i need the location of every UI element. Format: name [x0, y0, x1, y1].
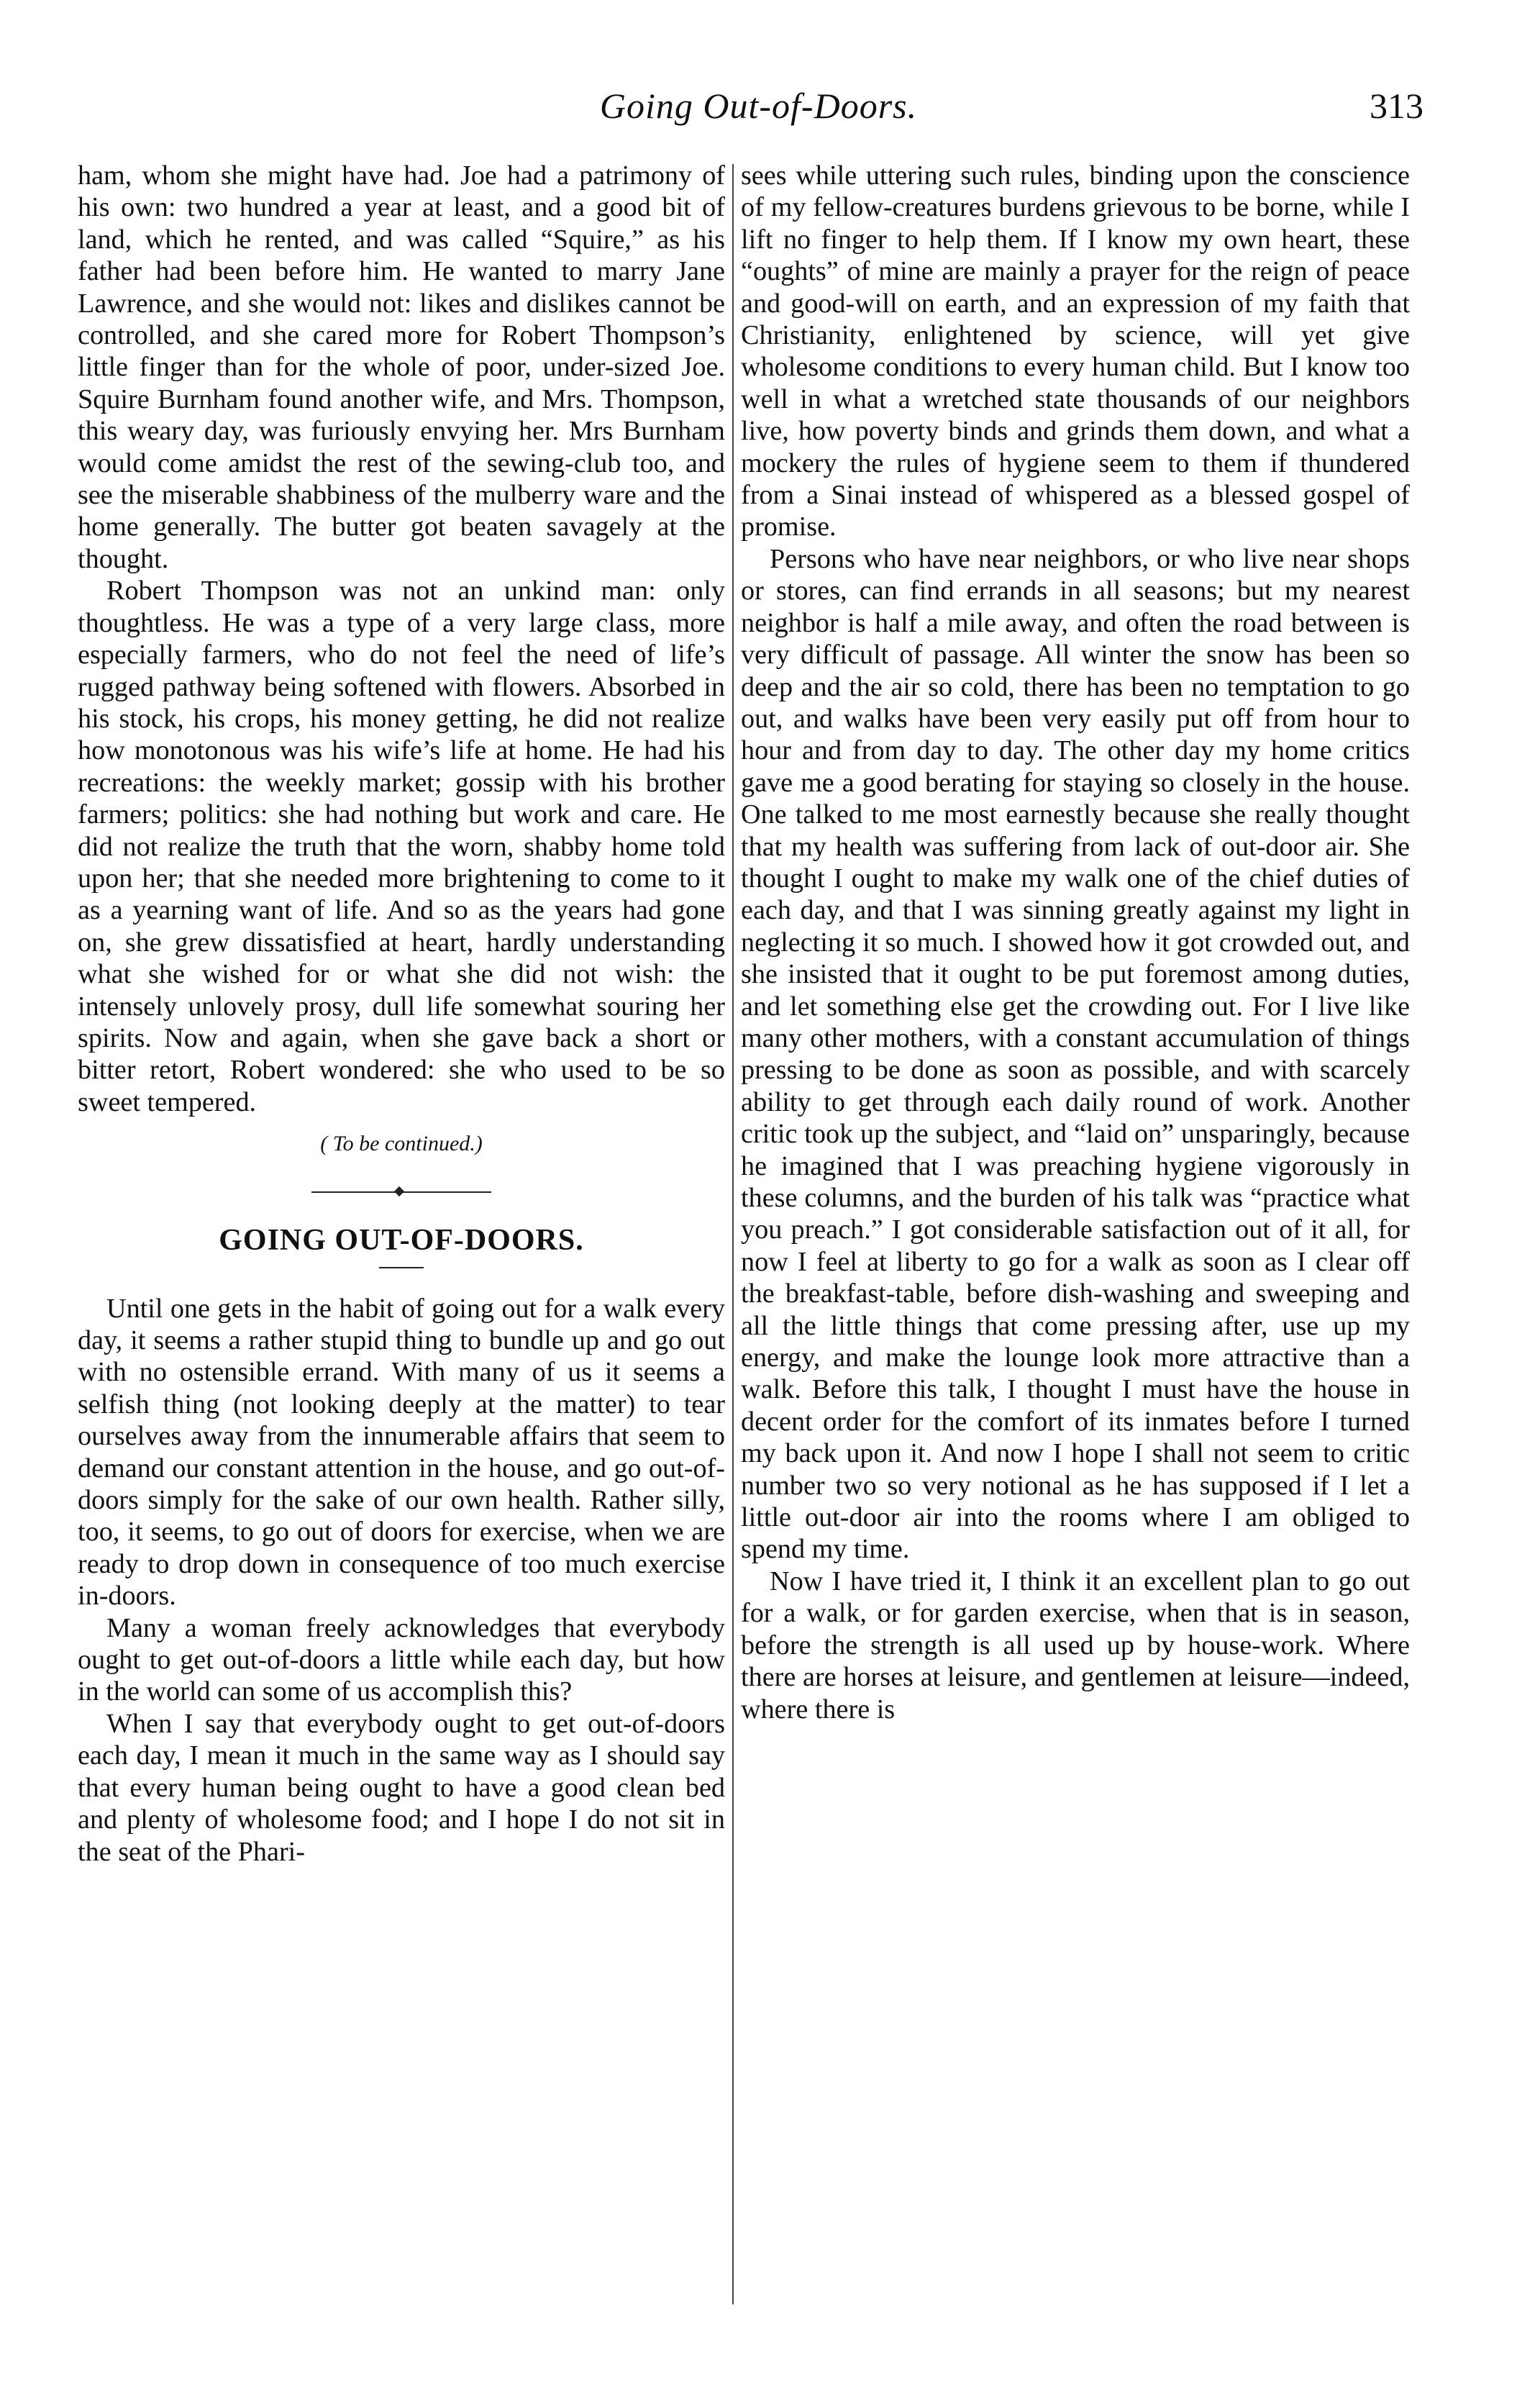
column-divider [732, 164, 734, 2304]
page-number: 313 [1370, 86, 1423, 126]
story-paragraph-2: Robert Thompson was not an unkind man: only thoughtless. He was a type of a very large class, more especially farmers, who do not feel the need of life’s rugged pathway being softened with flowers. Absorbed in his stock, his crops, his money getting, he did not realize how monotonous was his wife’s life at home. He had his recreations: the weekly market; gossip with his brother farmers; politics: she had nothing but work and care. He did not realize the truth that the worn, shabby home told upon her; that she needed more brightening to come to it as a yearning want of life. And so as the years had gone on, she grew dissatisfied at heart, hardly understanding what she wished for or what she did not wish: the intensely unlovely prosy, dull life somewhat souring her spirits. Now and again, when she gave back a short or bitter retort, Robert wondered: she who used to be so sweet tempered. [78, 576, 725, 1117]
right-paragraph-1: sees while uttering such rules, binding upon the conscience of my fellow-creatures burdens grievous to be borne, while I lift no finger to help them. If I know my own heart, these “oughts” of mine are mainly a prayer for the reign of peace and good-will on earth, and an expression of my faith that Christianity, enlightened by science, will yet give wholesome conditions to every human child. But I know too well in what a wretched state thousands of our neighbors live, how poverty binds and grinds them down, and what a mockery the rules of hygiene seem to them if thundered from a Sinai instead of whispered as a blessed gospel of promise. [741, 160, 1410, 542]
right-paragraph-3: Now I have tried it, I think it an excellent plan to go out for a walk, or for garden exercise, when that is in season, before the strength is all used up by house-work. Where there are horses at leisure, and gentlemen at leisure—indeed, where there is [741, 1566, 1410, 1725]
article-title: GOING OUT-OF-DOORS. [219, 1224, 584, 1258]
story-paragraph-1: ham, whom she might have had. Joe had a patrimony of his own: two hundred a year at least, and a good bit of land, which he rented, and was called “Squire,” as his father had been before him. He wanted to marry Jane Lawrence, and she would not: likes and dislikes cannot be controlled, and she cared more for Robert Thompson’s little finger than for the whole of poor, under-sized Joe. Squire Burnham found another wife, and Mrs. Thompson, this weary day, was furiously envying her. Mrs Burnham would come amidst the rest of the sewing-club too, and see the miserable shabbiness of the mulberry ware and the home generally. The butter got beaten savagely at the thought. [78, 160, 725, 574]
article-paragraph-3: When I say that everybody ought to get out-of-doors each day, I mean it much in the same way as I should say that every human being ought to have a good clean bed and plenty of wholesome food; and I hope I do not sit in the seat of the Phari- [78, 1708, 725, 1867]
to-be-continued-note: ( To be continued.) [320, 1132, 483, 1156]
left-column [78, 160, 725, 1868]
article-paragraph-1: Until one gets in the habit of going out for a walk every day, it seems a rather stupid thing to bundle up and go out with no ostensible errand. With many of us it seems a selfish thing (not looking deeply at the matter) to tear ourselves away from the innumerable affairs that seem to demand our constant attention in the house, and go out-of-doors simply for the sake of our own health. Rather silly, too, it seems, to go out of doors for exercise, when we are ready to drop down in consequence of too much exercise in-doors. [78, 1293, 725, 1612]
title-underline-dash [379, 1267, 424, 1268]
divider-diamond-icon [394, 1186, 404, 1196]
right-paragraph-2: Persons who have near neighbors, or who live near shops or stores, can find errands in all seasons; but my nearest neighbor is half a mile away, and often the road between is very difficult of passage. All winter the snow has been so deep and the air so cold, there has been no temptation to go out, and walks have been very easily put off from hour to hour and from day to day. The other day my home critics gave me a good berating for staying so closely in the house. One talked to me most earnestly because she really thought that my health was suffering from lack of out-door air. She thought I ought to make my walk one of the chief duties of each day, and that I was sinning greatly against my light in neglecting it so much. I showed how it got crowded out, and she insisted that it ought to be put foremost among duties, and let something else get the crowding out. For I live like many other mothers, with a constant accumulation of things pressing to be done as soon as possible, and with scarcely ability to get through each daily round of work. Another critic took up the subject, and “laid on” unsparingly, because he imagined that I was preaching hygiene vigorously in these columns, and the burden of his talk was “practice what you preach.” I got considerable satisfaction out of it all, for now I feel at liberty to go for a walk as soon as I clear off the breakfast-table, before dish-washing and sweeping and all the little things that come pressing after, use up my energy, and make the lounge look more attractive than a walk. Before this talk, I thought I must have the house in decent order for the comfort of its inmates before I turned my back upon it. And now I hope I shall not seem to critic number two so very notional as he has supposed if I let a little out-door air into the rooms where I am obliged to spend my time. [741, 543, 1410, 1565]
article-paragraph-2: Many a woman freely acknowledges that everybody ought to get out-of-doors a little while each day, but how in the world can some of us accomplish this? [78, 1612, 725, 1707]
section-divider-ornament [311, 1187, 491, 1197]
right-column [741, 160, 1410, 1725]
running-head-title: Going Out-of-Doors. [599, 86, 918, 126]
